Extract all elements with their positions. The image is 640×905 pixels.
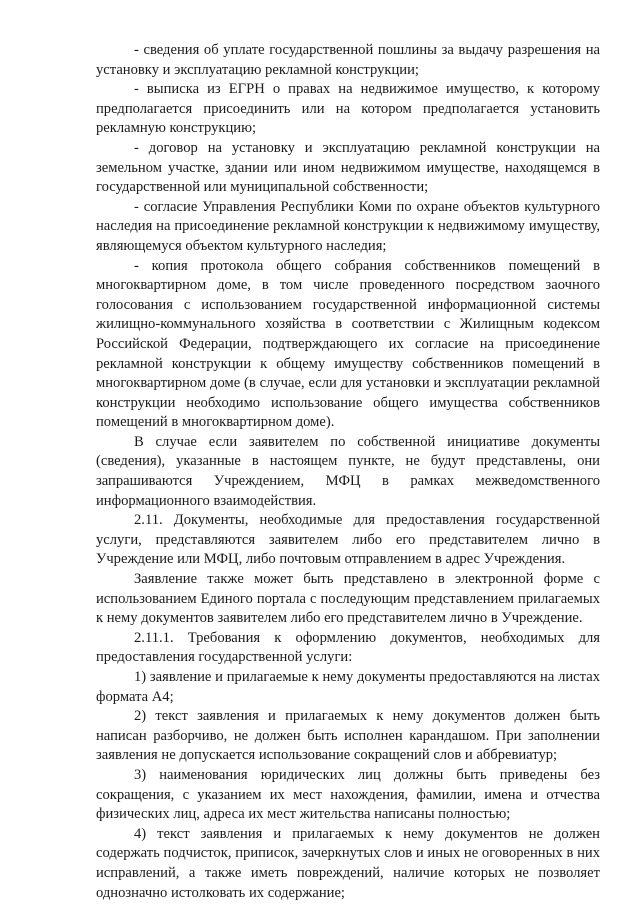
paragraph-electronic-form: Заявление также может быть представлено в электронной форме с использованием Единого портала с последующим представлением прилагаемых к нему документов заявителем либо его представителем лично в Учреждение. [96,571,600,627]
list-item-1: 1) заявление и прилагаемые к нему документы предоставляются на листах формата А4; [96,669,600,705]
paragraph-interagency-request: В случае если заявителем по собственной инициативе документы (сведения), указанные в настоящем пункте, не будут представлены, они запрашиваются Учреждением, МФЦ в рамках межведомственного информационного взаимодействия. [96,433,600,509]
list-item-3: 3) наименования юридических лиц должны быть приведены без сокращения, с указанием их мест нахождения, фамилии, имена и отчества физических лиц, адреса их мест жительства написаны полностью; [96,766,600,823]
paragraph-fee-info: - сведения об уплате государственной пошлины за выдачу разрешения на установку и эксплуатацию рекламной конструкции; [96,42,600,78]
paragraph-installation-contract: - договор на установку и эксплуатацию рекламной конструкции на земельном участке, здании или ином недвижимом имуществе, находящемся в государственной или муниципальной собственности; [96,139,600,196]
list-item-2: 2) текст заявления и прилагаемых к нему документов должен быть написан разборчиво, не должен быть исполнен карандашом. При заполнении заявления не допускается использование сокращений слов и аббревиатур; [96,708,600,764]
paragraph-section-2-11-1: 2.11.1. Требования к оформлению документов, необходимых для предоставления государственной услуги: [96,629,600,666]
paragraph-owners-meeting-protocol: - копия протокола общего собрания собственников помещений в многоквартирном доме, в том числе проведенного посредством заочного голосования с использованием государственной информационной системы жилищно-коммунального хозяйства в соответствии с Жилищным кодексом Российской Федерации, подтверждающего их согласие на присоединение рекламной конструкции к общему имуществу собственников помещений в многоквартирном доме (в случае, если для установки и эксплуатации рекламной конструкции необходимо использование общего имущества собственников помещений в многоквартирном доме). [96,257,600,431]
paragraph-section-2-11: 2.11. Документы, необходимые для предоставления государственной услуги, представляются заявителем либо его представителем лично в Учреждение или МФЦ, либо почтовым отправлением в адрес Учреждения. [96,512,600,568]
paragraph-egrn-extract: - выписка из ЕГРН о правах на недвижимое имущество, к которому предполагается присоединить или на котором предполагается установить рекламную конструкцию; [96,81,600,137]
paragraph-heritage-consent: - согласие Управления Республики Коми по охране объектов культурного наследия на присоединение рекламной конструкции к недвижимому имуществу, являющемуся объектом культурного наследия; [96,198,600,254]
list-item-4: 4) текст заявления и прилагаемых к нему документов не должен содержать подчисток, приписок, зачеркнутых слов и иных не оговоренных в них исправлений, а также иметь повреждений, наличие которых не позволяет однозначно истолковать их содержание; [96,825,600,901]
